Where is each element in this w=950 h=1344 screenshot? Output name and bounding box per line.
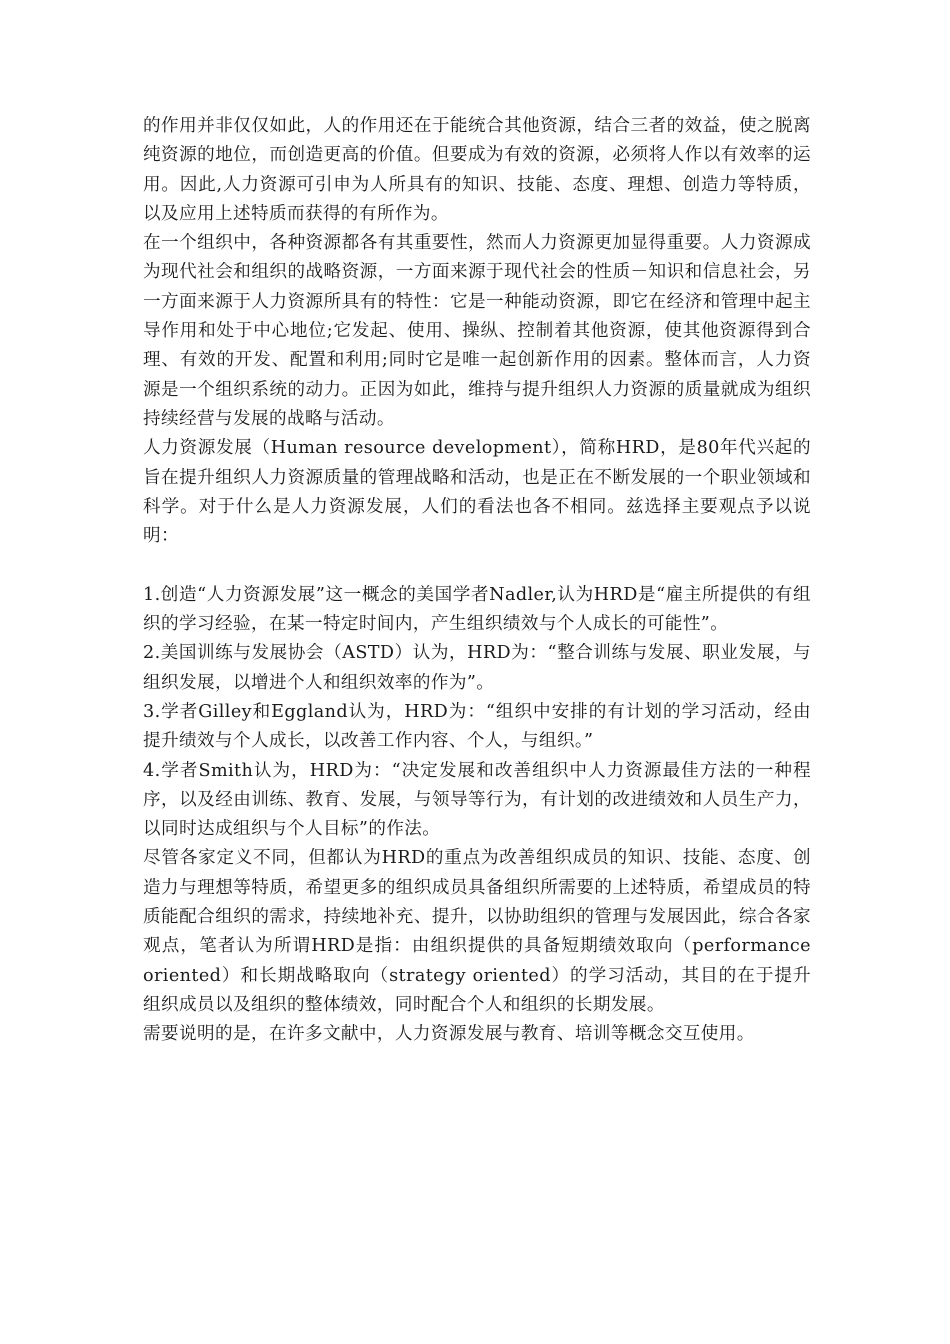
definition-item-astd: 2.美国训练与发展协会（ASTD）认为，HRD为：“整合训练与发展、职业发展，与组织发展，以增进个人和组织效率的作为”。 xyxy=(143,643,811,693)
document-body xyxy=(143,112,811,1050)
paragraph-synthesis: 尽管各家定义不同，但都认为HRD的重点为改善组织成员的知识、技能、态度、创造力与理想等特质，希望更多的组织成员具备组织所需要的上述特质，希望成员的特质能配合组织的需求，持续地补充、提升，以协助组织的管理与发展因此，综合各家观点，笔者认为所谓HRD是指：由组织提供的具备短期绩效取向（performance oriented）和长期战略取向（strategy oriented）的学习活动，其目的在于提升组织成员以及组织的整体绩效，同时配合个人和组织的长期发展。 xyxy=(143,848,811,1015)
paragraph-hrd-intro: 人力资源发展（Human resource development），简称HRD，是80年代兴起的旨在提升组织人力资源质量的管理战略和活动，也是正在不断发展的一个职业领域和科学。对于什么是人力资源发展，人们的看法也各不相同。兹选择主要观点予以说明： xyxy=(143,438,811,547)
paragraph-closing-note: 需要说明的是，在许多文献中，人力资源发展与教育、培训等概念交互使用。 xyxy=(143,1024,755,1045)
paragraph-resource-value: 的作用并非仅仅如此，人的作用还在于能统合其他资源，结合三者的效益，使之脱离纯资源的地位，而创造更高的价值。但要成为有效的资源，必须将人作以有效率的运用。因此,人力资源可引申为人所具有的知识、技能、态度、理想、创造力等特质，以及应用上述特质而获得的有所作为。 xyxy=(143,116,811,224)
definition-item-nadler: 1.创造“人力资源发展”这一概念的美国学者Nadler,认为HRD是“雇主所提供的有组织的学习经验，在某一特定时间内，产生组织绩效与个人成长的可能性”。 xyxy=(143,584,811,635)
paragraph-spacer xyxy=(143,551,811,580)
definition-item-gilley-eggland: 3.学者Gilley和Eggland认为，HRD为：“组织中安排的有计划的学习活动，经由提升绩效与个人成长，以改善工作内容、个人，与组织。” xyxy=(143,701,811,752)
definition-item-smith: 4.学者Smith认为，HRD为：“决定发展和改善组织中人力资源最佳方法的一种程序，以及经由训练、教育、发展，与领导等行为，有计划的改进绩效和人员生产力，以同时达成组织与个人目标”的作法。 xyxy=(143,760,811,840)
paragraph-strategic-resource: 在一个组织中，各种资源都各有其重要性，然而人力资源更加显得重要。人力资源成为现代社会和组织的战略资源，一方面来源于现代社会的性质－知识和信息社会，另一方面来源于人力资源所具有的特性：它是一种能动资源，即它在经济和管理中起主导作用和处于中心地位;它发起、使用、操纵、控制着其他资源，使其他资源得到合理、有效的开发、配置和利用;同时它是唯一起创新作用的因素。整体而言，人力资源是一个组织系统的动力。正因为如此，维持与提升组织人力资源的质量就成为组织持续经营与发展的战略与活动。 xyxy=(143,233,811,429)
